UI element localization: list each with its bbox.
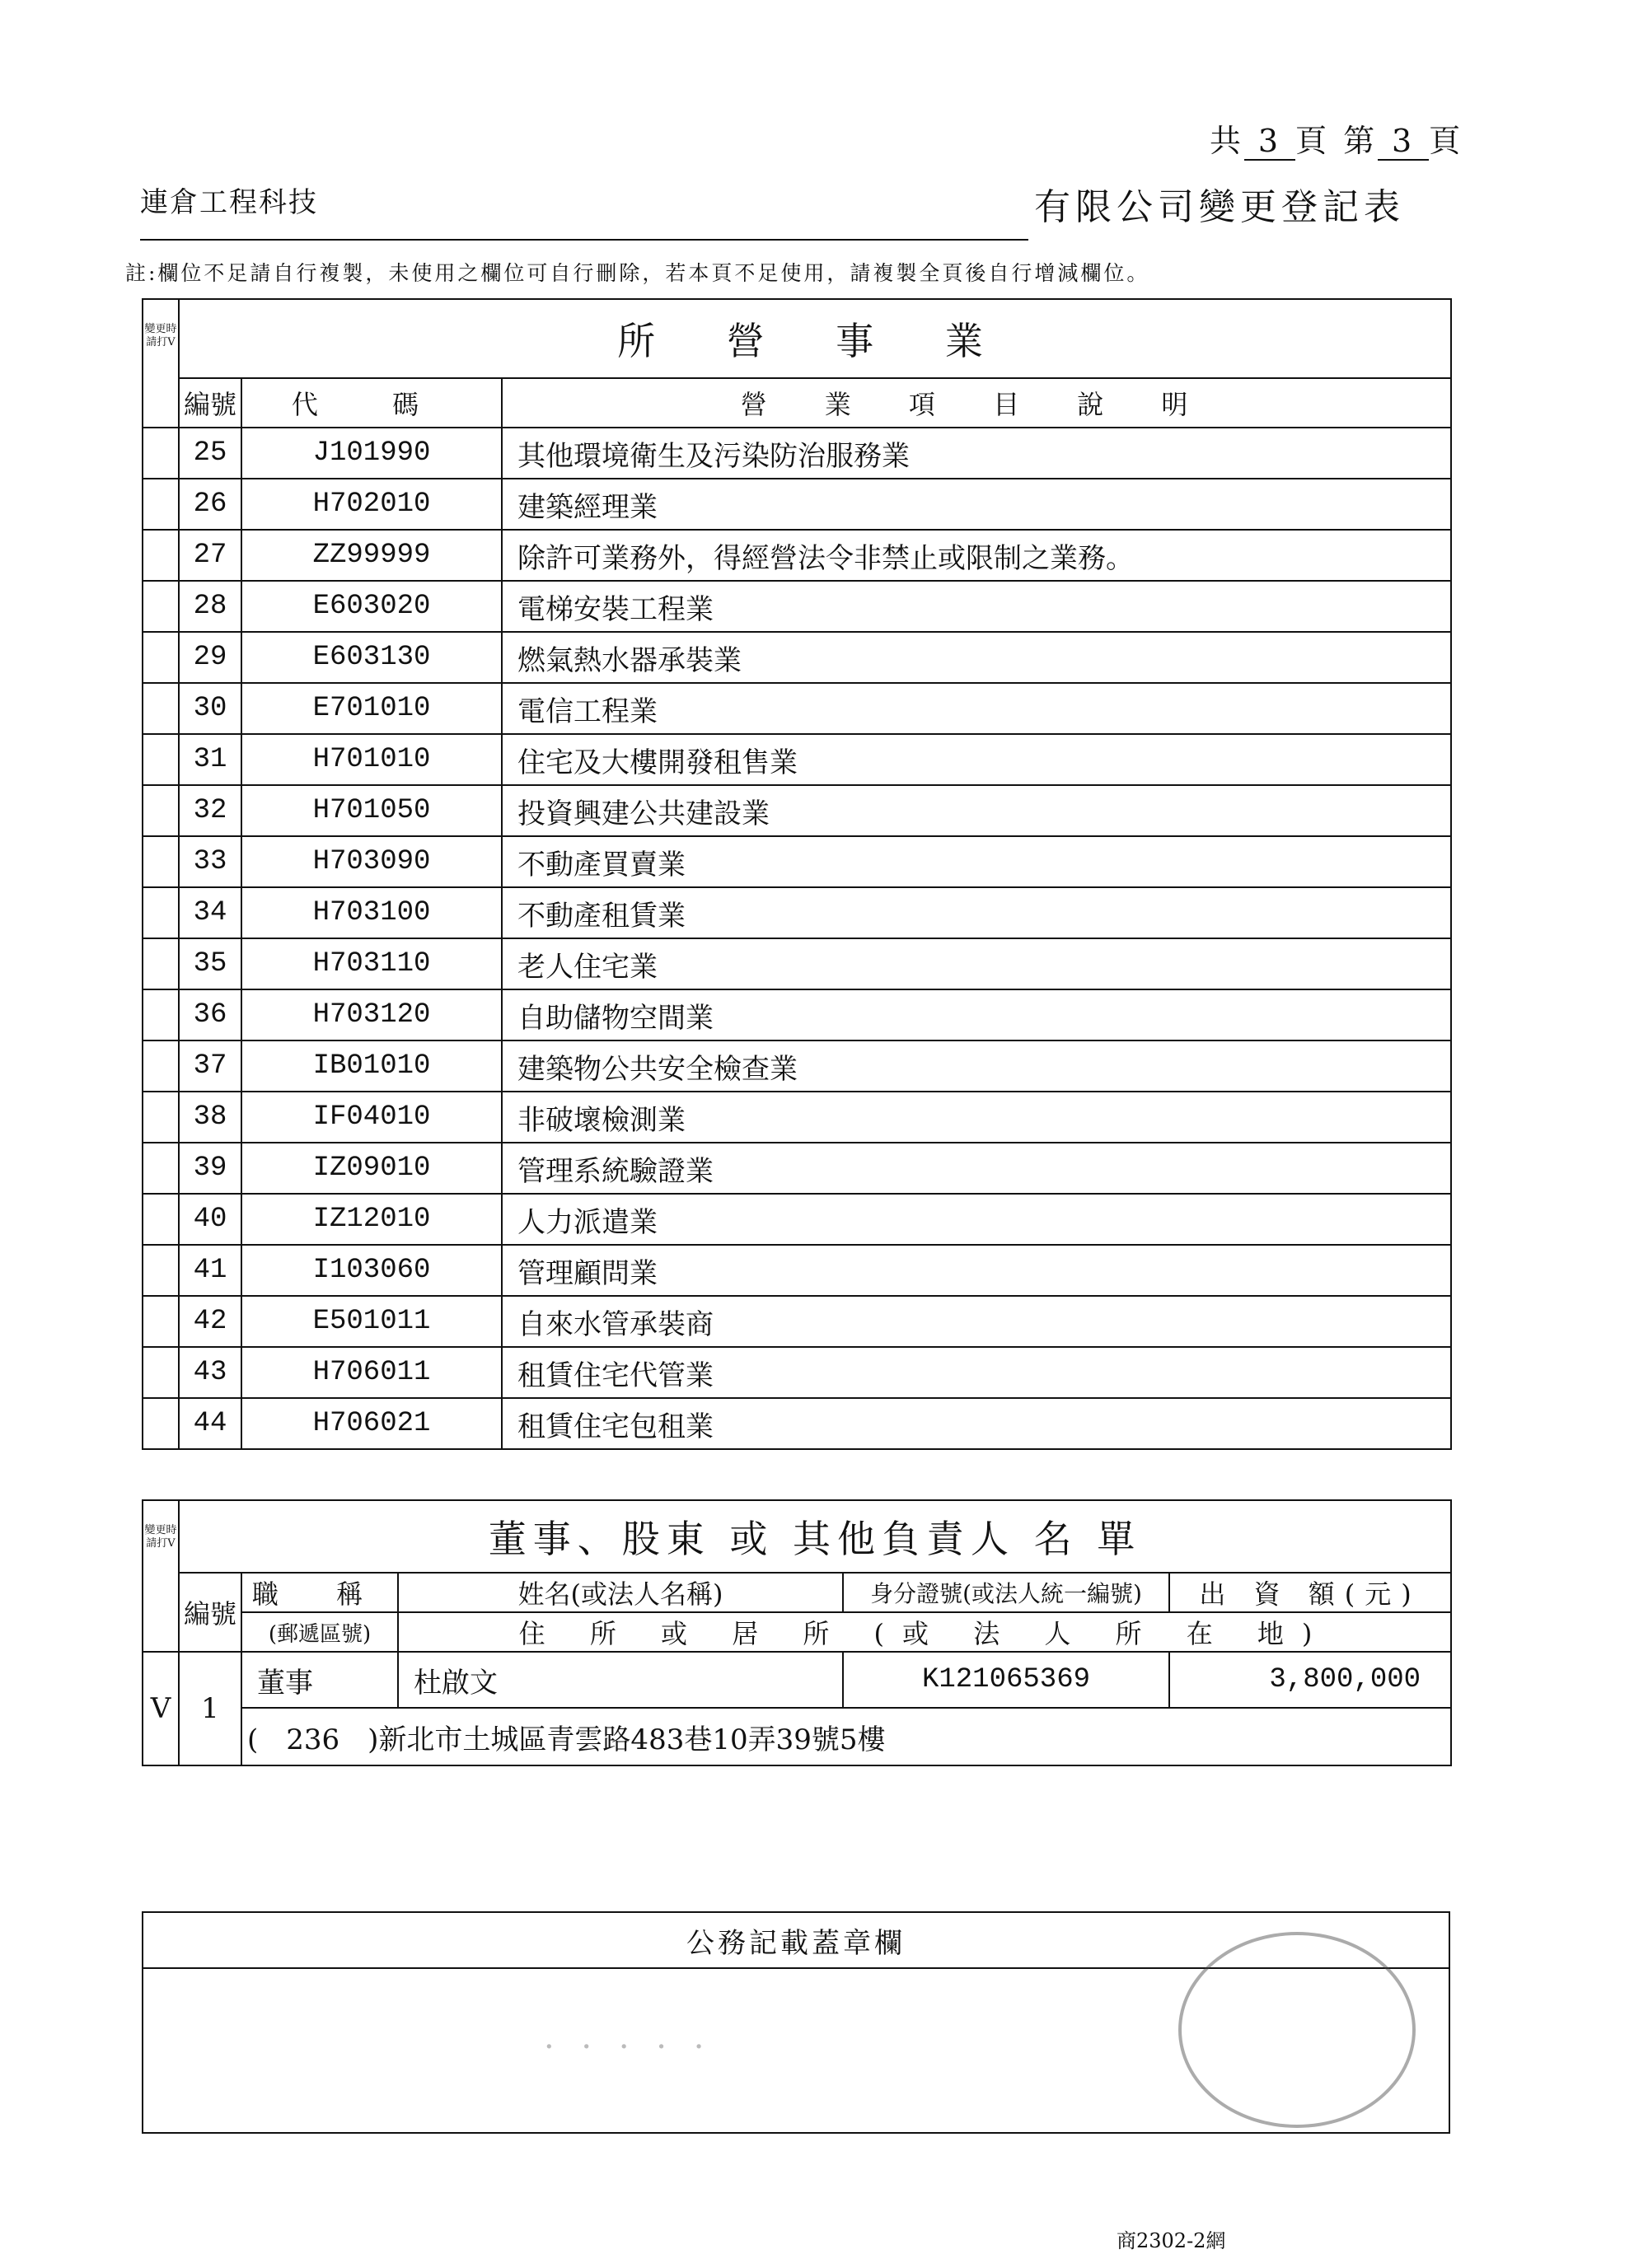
directors-change-mark-header: 變更時請打V bbox=[143, 1500, 179, 1652]
business-item-row bbox=[143, 734, 1451, 785]
business-item-code: H706021 bbox=[241, 1398, 502, 1449]
col-code-header: 代 碼 bbox=[241, 378, 502, 428]
change-mark-header: 變更時請打V bbox=[143, 299, 179, 428]
col-no-header: 編號 bbox=[179, 378, 241, 428]
business-item-desc: 自來水管承裝商 bbox=[502, 1296, 1451, 1347]
business-item-desc: 租賃住宅包租業 bbox=[502, 1398, 1451, 1449]
business-item-no: 34 bbox=[179, 887, 241, 938]
business-item-no: 32 bbox=[179, 785, 241, 836]
business-item-code: ZZ99999 bbox=[241, 530, 502, 581]
business-item-change-mark bbox=[143, 683, 179, 734]
business-item-desc: 不動產租賃業 bbox=[502, 887, 1451, 938]
business-item-desc: 電信工程業 bbox=[502, 683, 1451, 734]
business-item-no: 37 bbox=[179, 1040, 241, 1092]
directors-col-address: 住 所 或 居 所 (或 法 人 所 在 地) bbox=[398, 1612, 1451, 1652]
business-items-table bbox=[142, 298, 1452, 1450]
business-item-row bbox=[143, 938, 1451, 989]
directors-col-id: 身分證號(或法人統一編號) bbox=[843, 1573, 1169, 1612]
business-item-code: I103060 bbox=[241, 1245, 502, 1296]
business-item-code: H701050 bbox=[241, 785, 502, 836]
director-capital: 3,800,000 bbox=[1169, 1652, 1451, 1708]
business-item-row bbox=[143, 428, 1451, 479]
business-item-code: IF04010 bbox=[241, 1092, 502, 1143]
director-address-cell bbox=[241, 1708, 1451, 1765]
business-item-code: H706011 bbox=[241, 1347, 502, 1398]
business-item-desc: 住宅及大樓開發租售業 bbox=[502, 734, 1451, 785]
faint-stamp-impression: · · · · · bbox=[544, 2028, 713, 2066]
business-item-row bbox=[143, 1347, 1451, 1398]
business-item-row bbox=[143, 530, 1451, 581]
form-title: 有限公司變更登記表 bbox=[1034, 186, 1405, 228]
business-item-change-mark bbox=[143, 1092, 179, 1143]
business-item-change-mark bbox=[143, 1194, 179, 1245]
col-desc-header: 營 業 項 目 說 明 bbox=[502, 378, 1451, 428]
business-item-desc: 除許可業務外，得經營法令非禁止或限制之業務。 bbox=[502, 530, 1451, 581]
business-item-desc: 建築經理業 bbox=[502, 479, 1451, 530]
business-item-no: 29 bbox=[179, 632, 241, 683]
page-counter bbox=[1210, 115, 1463, 161]
business-item-code: IZ09010 bbox=[241, 1143, 502, 1194]
business-item-row bbox=[143, 1040, 1451, 1092]
directors-table bbox=[142, 1499, 1452, 1766]
business-item-desc: 管理顧問業 bbox=[502, 1245, 1451, 1296]
form-code: 商2302-2網 bbox=[1117, 2229, 1226, 2252]
business-item-code: H702010 bbox=[241, 479, 502, 530]
page-suffix: 頁 bbox=[1429, 123, 1464, 159]
business-item-change-mark bbox=[143, 1398, 179, 1449]
business-item-desc: 不動產買賣業 bbox=[502, 836, 1451, 887]
business-item-code: IZ12010 bbox=[241, 1194, 502, 1245]
business-item-no: 39 bbox=[179, 1143, 241, 1194]
business-item-row bbox=[143, 1194, 1451, 1245]
business-item-no: 35 bbox=[179, 938, 241, 989]
business-item-code: H703120 bbox=[241, 989, 502, 1040]
business-item-row bbox=[143, 581, 1451, 632]
business-item-code: H703090 bbox=[241, 836, 502, 887]
current-page: 3 bbox=[1378, 123, 1429, 161]
directors-title-row bbox=[143, 1500, 1451, 1573]
business-item-change-mark bbox=[143, 989, 179, 1040]
directors-col-postal: (郵遞區號) bbox=[241, 1612, 398, 1652]
business-item-no: 33 bbox=[179, 836, 241, 887]
business-item-code: H703100 bbox=[241, 887, 502, 938]
business-item-no: 36 bbox=[179, 989, 241, 1040]
business-item-row bbox=[143, 479, 1451, 530]
business-item-row bbox=[143, 632, 1451, 683]
business-item-no: 31 bbox=[179, 734, 241, 785]
director-name: 杜啟文 bbox=[398, 1652, 843, 1708]
business-item-no: 43 bbox=[179, 1347, 241, 1398]
business-item-no: 30 bbox=[179, 683, 241, 734]
business-item-desc: 老人住宅業 bbox=[502, 938, 1451, 989]
business-item-change-mark bbox=[143, 581, 179, 632]
business-item-row bbox=[143, 1143, 1451, 1194]
business-item-code: E501011 bbox=[241, 1296, 502, 1347]
directors-header-row-1 bbox=[143, 1573, 1451, 1612]
business-item-no: 25 bbox=[179, 428, 241, 479]
government-seal-mark bbox=[1178, 1932, 1416, 2128]
business-item-code: IB01010 bbox=[241, 1040, 502, 1092]
business-item-no: 27 bbox=[179, 530, 241, 581]
director-address: 新北市土城區青雲路483巷10弄39號5樓 bbox=[378, 1723, 886, 1756]
directors-col-title: 職 稱 bbox=[241, 1573, 398, 1612]
business-item-desc: 電梯安裝工程業 bbox=[502, 581, 1451, 632]
business-item-change-mark bbox=[143, 836, 179, 887]
business-item-no: 28 bbox=[179, 581, 241, 632]
directors-col-capital: 出 資 額(元) bbox=[1169, 1573, 1451, 1612]
business-item-code: E603130 bbox=[241, 632, 502, 683]
business-item-change-mark bbox=[143, 1040, 179, 1092]
business-item-change-mark bbox=[143, 1143, 179, 1194]
directors-header-row-2 bbox=[143, 1612, 1451, 1652]
business-item-code: J101990 bbox=[241, 428, 502, 479]
business-item-code: H703110 bbox=[241, 938, 502, 989]
business-item-change-mark bbox=[143, 632, 179, 683]
company-name: 連倉工程科技 bbox=[140, 186, 318, 219]
directors-col-name: 姓名(或法人名稱) bbox=[398, 1573, 843, 1612]
business-item-code: H701010 bbox=[241, 734, 502, 785]
business-item-code: E603020 bbox=[241, 581, 502, 632]
business-item-no: 26 bbox=[179, 479, 241, 530]
business-title-row bbox=[143, 299, 1451, 378]
page-label: 頁 第 bbox=[1295, 123, 1379, 159]
directors-col-no: 編號 bbox=[179, 1573, 241, 1652]
business-item-row bbox=[143, 836, 1451, 887]
business-item-change-mark bbox=[143, 785, 179, 836]
business-item-row bbox=[143, 683, 1451, 734]
business-item-desc: 人力派遣業 bbox=[502, 1194, 1451, 1245]
director-id: K121065369 bbox=[843, 1652, 1169, 1708]
business-item-code: E701010 bbox=[241, 683, 502, 734]
business-rows bbox=[143, 428, 1451, 1449]
business-item-change-mark bbox=[143, 1296, 179, 1347]
business-item-row bbox=[143, 989, 1451, 1040]
director-no: 1 bbox=[179, 1652, 241, 1765]
business-item-change-mark bbox=[143, 428, 179, 479]
business-item-change-mark bbox=[143, 1245, 179, 1296]
business-item-desc: 建築物公共安全檢查業 bbox=[502, 1040, 1451, 1092]
business-item-no: 38 bbox=[179, 1092, 241, 1143]
director-postal: ( 236 ) bbox=[247, 1723, 379, 1756]
total-pages: 3 bbox=[1244, 123, 1295, 161]
business-item-desc: 投資興建公共建設業 bbox=[502, 785, 1451, 836]
business-item-change-mark bbox=[143, 1347, 179, 1398]
business-item-no: 44 bbox=[179, 1398, 241, 1449]
director-address-row bbox=[143, 1708, 1451, 1765]
page-of-label: 共 bbox=[1210, 123, 1245, 159]
business-item-row bbox=[143, 887, 1451, 938]
business-item-desc: 非破壞檢測業 bbox=[502, 1092, 1451, 1143]
business-item-row bbox=[143, 785, 1451, 836]
title-underline bbox=[140, 239, 1028, 241]
business-item-row bbox=[143, 1296, 1451, 1347]
business-item-desc: 租賃住宅代管業 bbox=[502, 1347, 1451, 1398]
director-title: 董事 bbox=[241, 1652, 398, 1708]
business-header-row bbox=[143, 378, 1451, 428]
business-item-row bbox=[143, 1245, 1451, 1296]
business-item-desc: 管理系統驗證業 bbox=[502, 1143, 1451, 1194]
official-stamp-title: 公務記載蓋章欄 bbox=[143, 1912, 1449, 1968]
business-item-row bbox=[143, 1092, 1451, 1143]
business-item-no: 41 bbox=[179, 1245, 241, 1296]
directors-section-title: 董事、股東 或 其他負責人 名 單 bbox=[179, 1500, 1451, 1573]
business-item-desc: 自助儲物空間業 bbox=[502, 989, 1451, 1040]
business-section-title: 所 營 事 業 bbox=[179, 299, 1451, 378]
director-row bbox=[143, 1652, 1451, 1708]
business-item-no: 42 bbox=[179, 1296, 241, 1347]
business-item-change-mark bbox=[143, 479, 179, 530]
business-item-change-mark bbox=[143, 530, 179, 581]
business-item-no: 40 bbox=[179, 1194, 241, 1245]
director-change-mark: V bbox=[143, 1652, 179, 1765]
business-item-row bbox=[143, 1398, 1451, 1449]
business-item-change-mark bbox=[143, 887, 179, 938]
business-item-change-mark bbox=[143, 938, 179, 989]
business-item-change-mark bbox=[143, 734, 179, 785]
form-note: 註:欄位不足請自行複製，未使用之欄位可自行刪除，若本頁不足使用，請複製全頁後自行增減欄位。 bbox=[125, 261, 1150, 285]
business-item-desc: 燃氣熱水器承裝業 bbox=[502, 632, 1451, 683]
business-item-desc: 其他環境衛生及污染防治服務業 bbox=[502, 428, 1451, 479]
